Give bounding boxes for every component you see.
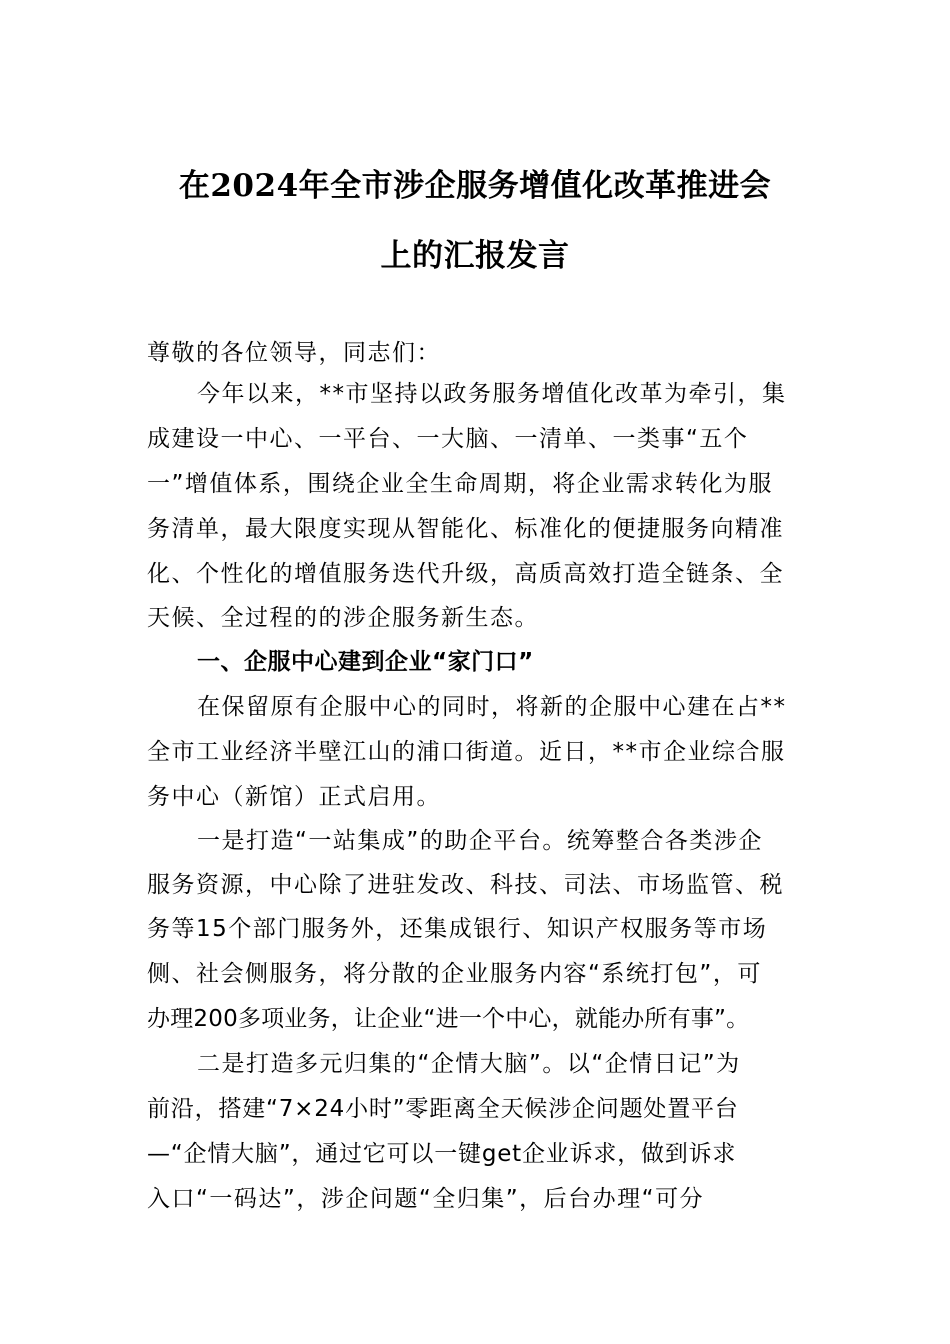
document-title-line-2: 上的汇报发言 [380,238,570,274]
document-title-line-1: 在2024年全市涉企服务增值化改革推进会 [178,168,772,204]
point-1-line-3: 务等15个部门服务外，还集成银行、知识产权服务等市场 [147,916,768,942]
point-1-line-1: 一是打造“一站集成”的助企平台。统筹整合各类涉企 [197,828,763,854]
point-1-line-5: 办理200多项业务，让企业“进一个中心，就能办所有事”。 [147,1006,750,1032]
intro-line-6: 天候、全过程的的涉企服务新生态。 [147,605,539,631]
section-1-line-3: 务中心（新馆）正式启用。 [147,784,441,810]
intro-line-1: 今年以来，**市坚持以政务服务增值化改革为牵引，集 [197,381,787,407]
salutation: 尊敬的各位领导，同志们： [147,340,441,366]
intro-line-2: 成建设一中心、一平台、一大脑、一清单、一类事“五个 [147,426,749,452]
section-1-line-1: 在保留原有企服中心的同时，将新的企服中心建在占** [197,694,787,720]
point-1-line-2: 服务资源，中心除了进驻发改、科技、司法、市场监管、税 [147,872,784,898]
section-1-heading: 一、企服中心建到企业“家门口” [197,649,534,675]
point-2-line-3: —“企情大脑”，通过它可以一键get企业诉求，做到诉求 [147,1141,737,1167]
intro-line-3: 一”增值体系，围绕企业全生命周期，将企业需求转化为服 [147,471,773,497]
point-2-line-2: 前沿，搭建“7×24小时”零距离全天候涉企问题处置平台 [147,1096,739,1122]
section-1-line-2: 全市工业经济半壁江山的浦口街道。近日，**市企业综合服 [147,739,786,765]
point-2-line-1: 二是打造多元归集的“企情大脑”。以“企情日记”为 [197,1051,741,1077]
intro-line-4: 务清单，最大限度实现从智能化、标准化的便捷服务向精准 [147,516,784,542]
intro-line-5: 化、个性化的增值服务迭代升级，高质高效打造全链条、全 [147,561,784,587]
point-2-line-4: 入口“一码达”，涉企问题“全归集”，后台办理“可分 [147,1186,705,1212]
point-1-line-4: 侧、社会侧服务，将分散的企业服务内容“系统打包”，可 [147,961,762,987]
